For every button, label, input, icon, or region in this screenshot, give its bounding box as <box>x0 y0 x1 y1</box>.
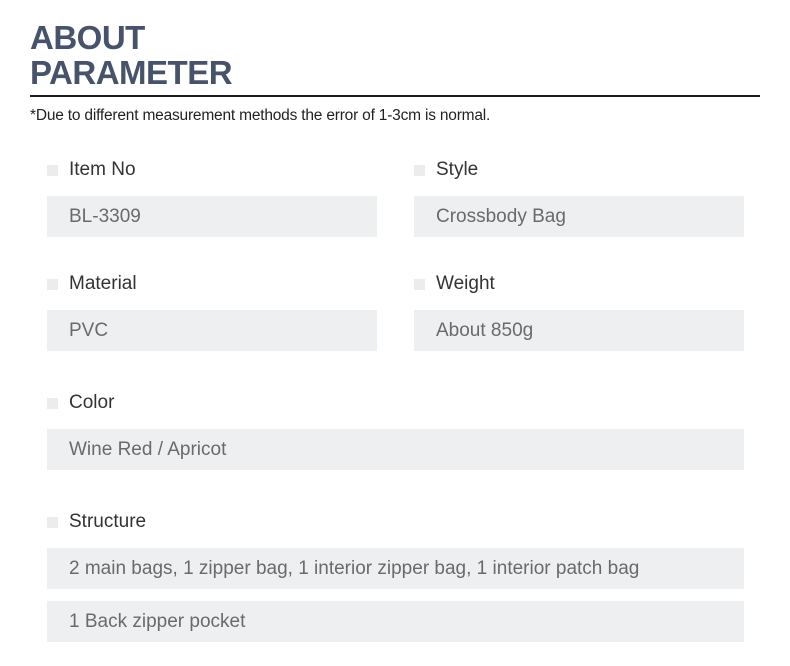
param-label-color <box>47 391 114 415</box>
param-label-material <box>47 272 137 296</box>
param-label-structure <box>47 510 146 534</box>
param-label-item-no <box>47 158 136 182</box>
param-value-structure-line-1: 2 main bags, 1 zipper bag, 1 interior zipper bag, 1 interior patch bag <box>47 548 744 589</box>
param-value-style: Crossbody Bag <box>414 196 744 237</box>
param-label-text: Material <box>69 273 137 294</box>
param-value-color: Wine Red / Apricot <box>47 429 744 470</box>
section-heading <box>30 20 232 90</box>
param-label-text: Structure <box>69 511 147 532</box>
heading-divider <box>30 95 760 97</box>
square-bullet-icon <box>47 279 58 290</box>
param-label-weight <box>414 272 495 296</box>
param-value-structure-line-2: 1 Back zipper pocket <box>47 601 744 642</box>
square-bullet-icon <box>47 398 58 409</box>
heading-line-2: PARAMETER <box>30 54 233 91</box>
heading-line-1: ABOUT <box>30 19 145 56</box>
param-value-weight: About 850g <box>414 310 744 351</box>
square-bullet-icon <box>414 279 425 290</box>
param-label-style <box>414 158 478 182</box>
param-value-material: PVC <box>47 310 377 351</box>
param-label-text: Item No <box>69 159 136 180</box>
param-label-text: Style <box>436 159 479 180</box>
square-bullet-icon <box>47 517 58 528</box>
param-label-text: Color <box>69 392 115 413</box>
param-value-item-no: BL-3309 <box>47 196 377 237</box>
param-label-text: Weight <box>436 273 495 294</box>
measurement-note: *Due to different measurement methods the error of 1-3cm is normal. <box>30 107 491 124</box>
square-bullet-icon <box>414 165 425 176</box>
square-bullet-icon <box>47 165 58 176</box>
